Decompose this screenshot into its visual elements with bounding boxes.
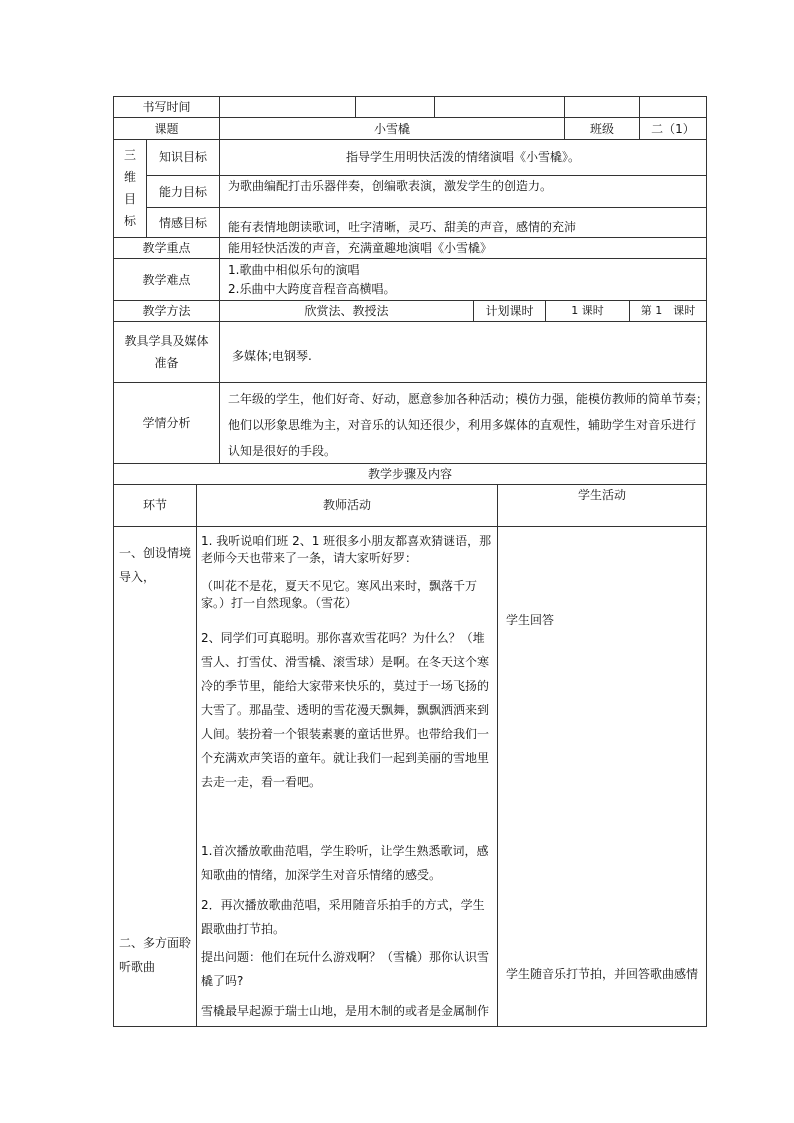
stage2-line: 跟歌曲打节拍。 [201, 922, 286, 936]
stage1-p2-line: （叫花不是花，夏天不见它。寒风出来时，飘落千万 [201, 579, 478, 593]
col-teacher-header: 教师活动 [322, 498, 371, 512]
col-stage-header: 环节 [142, 498, 167, 512]
stage1-p1-line: 1. 我听说咱们班 2、1 班很多小朋友都喜欢猜谜语，那 [201, 534, 492, 548]
analysis-line: 二年级的学生，他们好奇、好动，愿意参加各种活动；模仿力强，能模仿教师的简单节奏； [228, 392, 709, 406]
knowledge-goal-value: 指导学生用明快活泼的情绪演唱《小雪橇》。 [345, 150, 580, 164]
stage2-name-line: 二、多方面聆 [119, 936, 192, 950]
difficulty-line: 1.歌曲中相似乐句的演唱 [228, 263, 360, 277]
key-point-value: 能用轻快活泼的声音，充满童趣地演唱《小雪橇》 [228, 241, 493, 255]
emotion-goal-label: 情感目标 [158, 216, 207, 230]
stage1-name-line: 一、创设情境 [119, 546, 192, 560]
stage1-p3-line: 冷的季节里，能给大家带来快乐的，莫过于一场飞扬的 [201, 679, 490, 693]
stage2-name-line: 听歌曲 [119, 960, 156, 974]
stage2-line: 雪橇最早起源于瑞士山地，是用木制的或者是金属制作 [201, 1004, 490, 1018]
goal-side-char: 目 [123, 192, 136, 206]
method-value: 欣赏法、教授法 [304, 304, 389, 318]
knowledge-goal-label: 知识目标 [158, 150, 207, 164]
analysis-label: 学情分析 [142, 416, 191, 430]
class-value: 二（1） [651, 122, 695, 136]
stage1-p3-line: 个充满欢声笑语的童年。就让我们一起到美丽的雪地里 [201, 751, 490, 765]
difficulty-label: 教学难点 [142, 273, 191, 287]
topic-value: 小雪橇 [373, 122, 410, 136]
steps-title: 教学步骤及内容 [367, 467, 452, 481]
key-point-label: 教学重点 [142, 241, 191, 255]
stage2-line: 2．再次播放歌曲范唱，采用随音乐拍手的方式，学生 [201, 898, 485, 912]
write-time-label: 书写时间 [142, 100, 191, 114]
three-dimension-goals-label [114, 144, 146, 232]
media-value: 多媒体;电钢琴. [232, 349, 312, 363]
ability-goal-value: 为歌曲编配打击乐器伴奏，创编歌表演，激发学生的创造力。 [228, 179, 553, 193]
stage2-student-activity: 学生随音乐打节拍，并回答歌曲感情 [506, 967, 699, 981]
stage2-line: 1.首次播放歌曲范唱，学生聆听，让学生熟悉歌词，感 [201, 844, 489, 858]
goal-side-char: 标 [123, 214, 136, 228]
stage2-line: 知歌曲的情绪，加深学生对音乐情绪的感受。 [201, 868, 442, 882]
stage1-name-line: 导入， [119, 570, 156, 584]
topic-label: 课题 [154, 122, 179, 136]
analysis-line: 认知是很好的手段。 [228, 444, 337, 458]
stage1-p3-line: 大雪了。那晶莹、透明的雪花漫天飘舞，飘飘洒洒来到 [201, 703, 490, 717]
col-student-header: 学生活动 [577, 488, 626, 502]
analysis-line: 他们以形象思维为主，对音乐的认知还很少，利用多媒体的直观性，辅助学生对音乐进行 [228, 418, 697, 432]
goal-side-char: 维 [123, 170, 136, 184]
stage1-p2-line: 家。）打一自然现象。（雪花） [201, 596, 358, 610]
stage1-p3-line: 去走一走，看一看吧。 [201, 775, 322, 789]
stage1-p3-line: 人间。装扮着一个银装素裹的童话世界。也带给我们一 [201, 727, 490, 741]
stage1-p3-line: 2、同学们可真聪明。那你喜欢雪花吗？为什么？（堆 [201, 631, 485, 645]
method-label: 教学方法 [142, 304, 191, 318]
current-hour-value: 第 1 课时 [640, 304, 696, 317]
plan-hours-value: 1 课时 [571, 304, 604, 317]
stage1-p3-line: 雪人、打雪仗、滑雪橇、滚雪球）是啊。在冬天这个寒 [201, 655, 490, 669]
stage2-line: 提出问题：他们在玩什么游戏啊？（雪橇）那你认识雪 [201, 950, 490, 964]
plan-hours-label: 计划课时 [485, 304, 534, 318]
stage2-line: 橇了吗? [201, 974, 244, 988]
ability-goal-label: 能力目标 [158, 185, 207, 199]
media-label-line: 教具学具及媒体 [124, 334, 209, 348]
stage1-p1-line: 老师今天也带来了一条，请大家听好罗： [201, 551, 418, 565]
media-label-line: 准备 [154, 356, 179, 370]
class-label: 班级 [589, 122, 614, 136]
stage1-student-activity: 学生回答 [506, 613, 555, 627]
goal-side-char: 三 [123, 148, 136, 162]
emotion-goal-value: 能有表情地朗读歌词，吐字清晰，灵巧、甜美的声音，感情的充沛 [228, 220, 577, 234]
difficulty-line: 2.乐曲中大跨度音程音高横唱。 [228, 282, 396, 296]
